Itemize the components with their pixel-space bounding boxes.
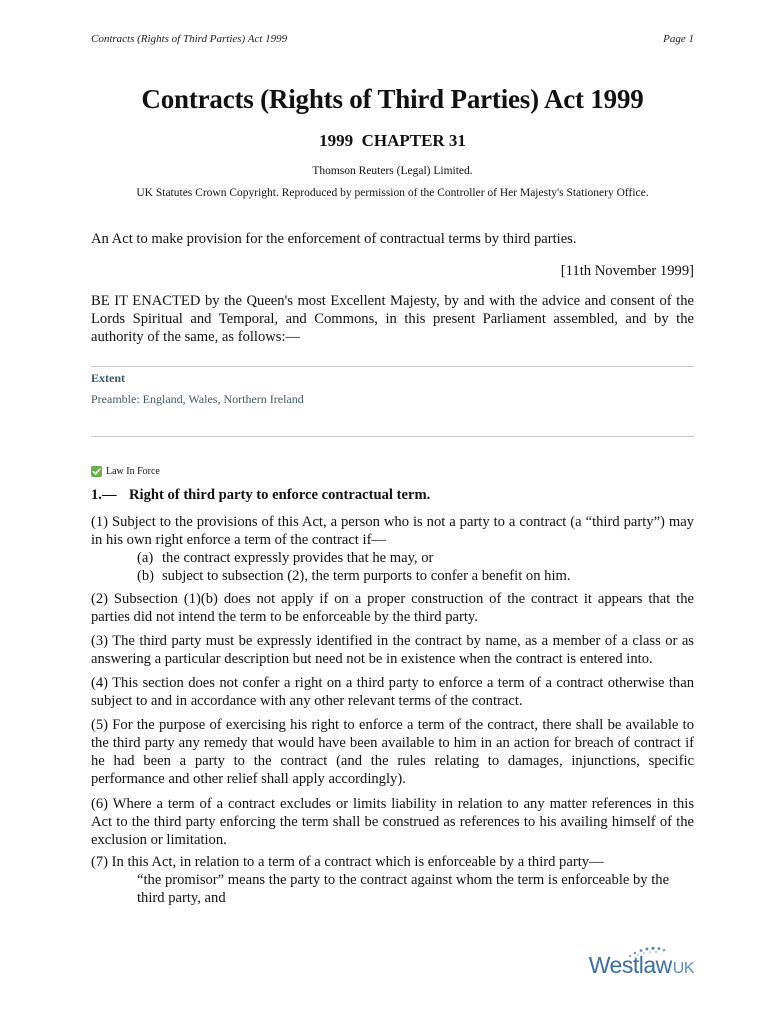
document-page bbox=[91, 0, 694, 1024]
enactment-date: [11th November 1999] bbox=[560, 263, 694, 279]
item-text: subject to subsection (2), the term purports to confer a benefit on him. bbox=[162, 568, 571, 584]
item-label: (a) bbox=[137, 550, 154, 566]
westlaw-logo bbox=[586, 945, 694, 979]
divider bbox=[91, 366, 694, 367]
subsection-4: (4) This section does not confer a right on a third party to enforce a term of a contract otherwise than subject to and in accordance with any other relevant terms of the contract. bbox=[91, 675, 694, 709]
copyright-line: UK Statutes Crown Copyright. Reproduced by permission of the Controller of Her Majesty's Stationery Office. bbox=[136, 187, 649, 199]
subsection-text: (1) Subject to the provisions of this Act, a person who is not a party to a contract (a “third party”) may in his own right enforce a term of the contract if— bbox=[91, 514, 694, 548]
status-label: Law In Force bbox=[106, 466, 160, 477]
status-badge bbox=[91, 466, 160, 477]
logo-suffix: UK bbox=[672, 960, 694, 977]
subsection-text: (7) In this Act, in relation to a term of a contract which is enforceable by a third party— bbox=[91, 854, 604, 870]
list-item bbox=[91, 549, 694, 567]
subsection-2: (2) Subsection (1)(b) does not apply if on a proper construction of the contract it appears that the parties did not intend the term to be enforceable by the third party. bbox=[91, 591, 694, 625]
check-icon bbox=[91, 466, 102, 477]
running-title: Contracts (Rights of Third Parties) Act 1999 bbox=[91, 33, 288, 45]
item-label: (b) bbox=[137, 568, 155, 584]
subsection-5: (5) For the purpose of exercising his right to enforce a term of the contract, there shall be available to the third party any remedy that would have been available to him in an action for breach of contract if he had been a party to the contract (and the rules relating to damages, injunctions, specific performance and other relief shall apply accordingly). bbox=[91, 717, 694, 787]
subsection-1 bbox=[91, 513, 694, 585]
long-title: An Act to make provision for the enforcement of contractual terms by third parties. bbox=[91, 231, 577, 247]
document-title: Contracts (Rights of Third Parties) Act 1999 bbox=[141, 84, 644, 114]
divider bbox=[91, 436, 694, 437]
logo-word: Westlaw bbox=[588, 952, 672, 978]
definition: “the promisor” means the party to the contract against whom the term is enforceable by the third party, and bbox=[137, 872, 670, 906]
item-text: the contract expressly provides that he may, or bbox=[162, 550, 434, 566]
running-header bbox=[91, 33, 694, 45]
subsection-7 bbox=[91, 853, 694, 907]
chapter-number: 1999 CHAPTER 31 bbox=[319, 131, 466, 150]
enacting-formula: BE IT ENACTED by the Queen's most Excellent Majesty, by and with the advice and consent of the Lords Spiritual and Temporal, and Commons, in this present Parliament assembled, and by the authority of the same, as follows:— bbox=[91, 293, 694, 345]
section-heading bbox=[91, 487, 430, 504]
extent-heading: Extent bbox=[91, 371, 125, 385]
section-number: 1.— bbox=[91, 487, 117, 503]
publisher-line: Thomson Reuters (Legal) Limited. bbox=[312, 165, 473, 177]
subsection-6: (6) Where a term of a contract excludes or limits liability in relation to any matter references in this Act to the third party enforcing the term shall be construed as references to his availing himself of the exclusion or limitation. bbox=[91, 796, 694, 848]
page-number: Page 1 bbox=[663, 33, 694, 45]
logo-wordmark bbox=[589, 952, 694, 979]
subsection-3: (3) The third party must be expressly identified in the contract by name, as a member of a class or as answering a particular description but need not be in existence when the contract is entered into. bbox=[91, 633, 694, 667]
section-title: Right of third party to enforce contractual term. bbox=[129, 487, 431, 503]
list-item bbox=[91, 567, 694, 585]
extent-value: Preamble: England, Wales, Northern Ireland bbox=[91, 392, 304, 406]
